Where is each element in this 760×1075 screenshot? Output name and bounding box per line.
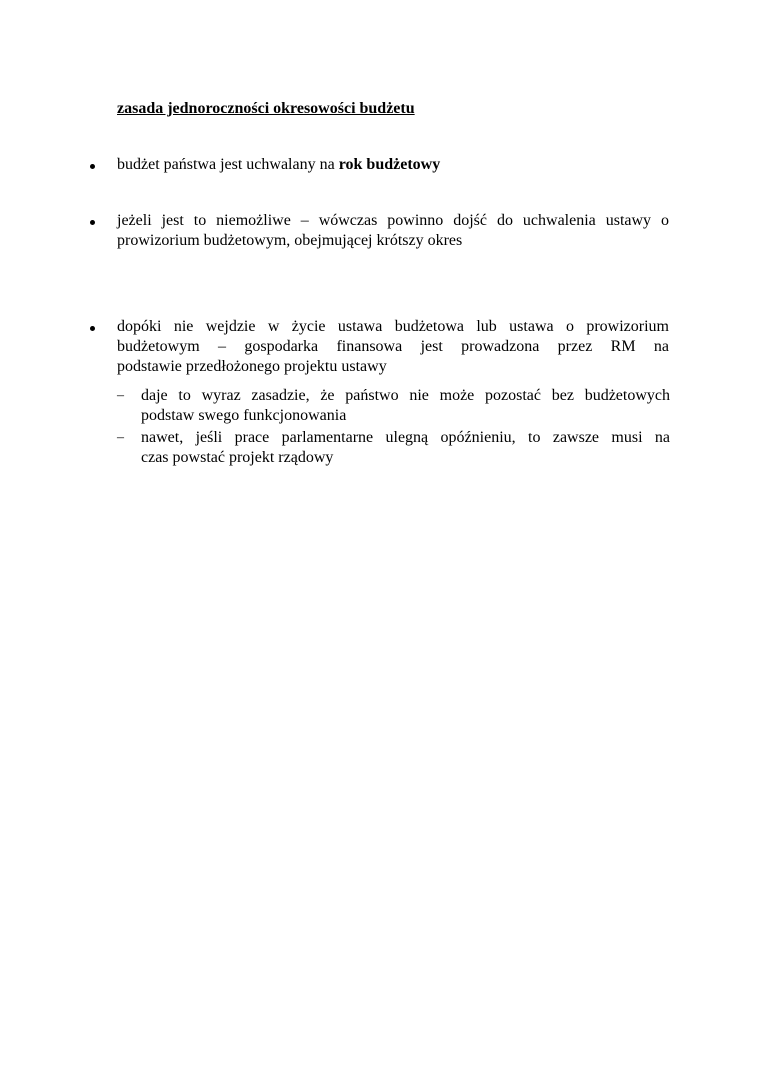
bullet-dot-icon (90, 220, 95, 225)
dash-icon: – (117, 430, 124, 445)
sub-1-line-2: podstaw swego funkcjonowania (141, 407, 347, 424)
bullet-3-line-2: budżetowym – gospodarka finansowa jest prowadzona przez RM na (117, 338, 669, 355)
bullet-dot-icon (90, 164, 95, 169)
sub-2-line-2: czas powstać projekt rządowy (141, 449, 334, 466)
bullet-text-3 (117, 317, 669, 377)
sub-1-line-1: daje to wyraz zasadzie, że państwo nie może pozostać bez budżetowych (141, 387, 670, 404)
dash-icon: – (117, 388, 124, 403)
bullet-2-line-2: prowizorium budżetowym, obejmującej krótszy okres (117, 232, 463, 249)
bullet-3-line-3: podstawie przedłożonego projektu ustawy (117, 358, 387, 375)
bullet-1-text: budżet państwa jest uchwalany na (117, 156, 339, 173)
bullet-text-2 (117, 211, 669, 251)
bullet-1-bold-text: rok budżetowy (338, 156, 441, 173)
bullet-text-1 (117, 155, 669, 175)
bullet-item-3 (90, 317, 670, 379)
sub-text-1 (141, 386, 670, 426)
sub-2-line-1: nawet, jeśli prace parlamentarne ulegną opóźnieniu, to zawsze musi na (141, 429, 670, 446)
sub-item-1 (117, 386, 670, 428)
bullet-item-2 (90, 211, 670, 253)
bullet-2-line-1: jeżeli jest to niemożliwe – wówczas powinno dojść do uchwalenia ustawy o (117, 212, 669, 229)
section-heading: zasada jednoroczności okresowości budżetu (117, 100, 415, 117)
bullet-item-1 (90, 155, 670, 177)
bullet-3-line-1: dopóki nie wejdzie w życie ustawa budżetowa lub ustawa o prowizorium (117, 318, 669, 335)
sub-text-2 (141, 428, 670, 468)
bullet-dot-icon (90, 326, 95, 331)
sub-item-2 (117, 428, 670, 470)
